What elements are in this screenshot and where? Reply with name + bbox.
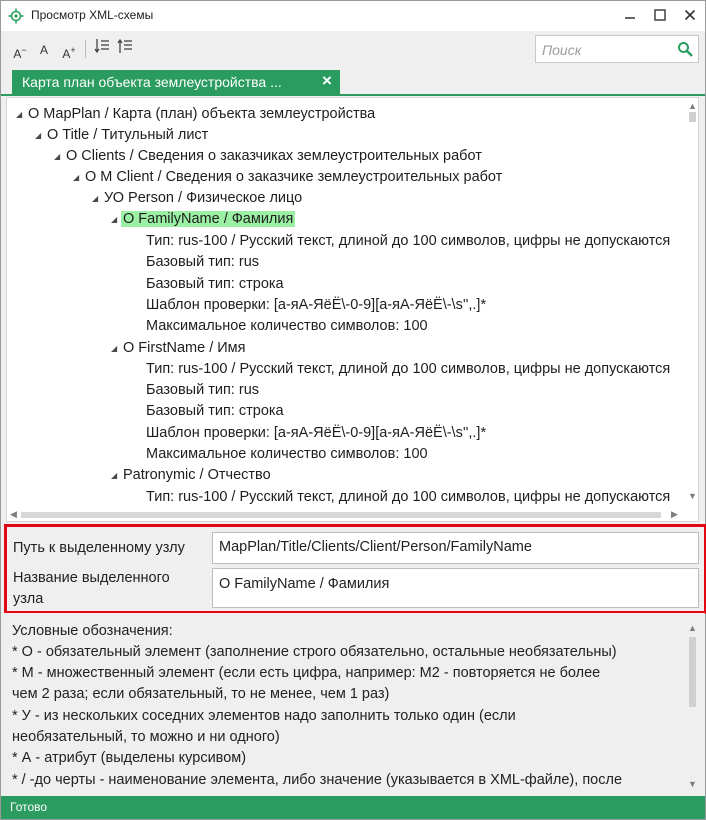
font-smaller-button[interactable] — [9, 38, 31, 60]
expanded-arrow-icon[interactable]: ◢ — [111, 215, 118, 224]
path-value: MapPlan/Title/Clients/Client/Person/FamilyName — [219, 539, 532, 555]
scroll-left-arrow-icon[interactable]: ◀ — [10, 509, 17, 519]
selected-node-details — [4, 524, 706, 614]
maximize-button[interactable] — [647, 5, 673, 27]
legend-line: * У - из нескольких соседних элементов надо заполнить только один (если — [12, 708, 516, 724]
expanded-arrow-icon[interactable]: ◢ — [73, 173, 80, 182]
scroll-right-arrow-icon[interactable]: ▶ — [671, 509, 678, 519]
expand-all-button[interactable] — [91, 38, 113, 60]
tree-property[interactable]: Максимальное количество символов: 100 — [146, 446, 428, 462]
tree-property[interactable]: Тип: rus-100 / Русский текст, длиной до 100 символов, цифры не допускаются — [146, 361, 671, 377]
path-label: Путь к выделенному узлу — [13, 540, 185, 556]
node-name-value: О FamilyName / Фамилия — [219, 576, 390, 592]
close-icon — [684, 9, 696, 21]
tree-property[interactable]: Шаблон проверки: [а-яА-ЯёЁ\-0-9][а-яА-ЯёЁ\-\s'',.]* — [146, 425, 487, 441]
tree-node[interactable]: ◢ Patronymic / Отчество — [111, 465, 273, 486]
node-name-field[interactable] — [212, 568, 699, 608]
scroll-up-arrow-icon[interactable]: ▲ — [688, 101, 697, 111]
legend-line: * О - обязательный элемент (заполнение строго обязательно, остальные необязательны) — [12, 644, 617, 660]
minimize-button[interactable] — [617, 5, 643, 27]
legend-line: * / -до черты - наименование элемента, либо значение (указывается в XML-файле), после — [12, 772, 623, 788]
tree-node[interactable]: ◢ О Title / Титульный лист — [35, 125, 210, 146]
expanded-arrow-icon[interactable]: ◢ — [16, 110, 23, 119]
legend-vertical-scrollbar[interactable] — [686, 621, 698, 791]
legend-line: чем 2 раза; если обязательный, то не менее, чем 1 раз) — [12, 686, 390, 702]
path-field[interactable] — [212, 532, 699, 564]
status-bar — [1, 796, 705, 819]
legend-line: * М - множественный элемент (если есть цифра, например: М2 - повторяется не более — [12, 665, 601, 681]
font-larger-button[interactable] — [58, 38, 80, 60]
minimize-icon — [624, 9, 636, 21]
tree-property[interactable]: Шаблон проверки: [а-яА-ЯёЁ\-0-9][а-яА-ЯёЁ\-\s'',.]* — [146, 297, 487, 313]
tree-node[interactable]: ◢ О FirstName / Имя — [111, 338, 248, 359]
font-smaller-icon: A− — [13, 45, 27, 61]
expanded-arrow-icon[interactable]: ◢ — [35, 131, 42, 140]
document-tab-strip — [1, 68, 705, 96]
scroll-down-arrow-icon[interactable]: ▼ — [688, 491, 697, 501]
tree-property[interactable]: Базовый тип: строка — [146, 276, 284, 292]
collapse-all-button[interactable] — [114, 38, 136, 60]
tree-node[interactable]: ◢ О М Client / Сведения о заказчике землеустроительных работ — [73, 167, 504, 188]
legend-line: Условные обозначения: — [12, 623, 173, 639]
tab-map-plan[interactable] — [12, 70, 340, 94]
font-larger-icon: A+ — [62, 45, 76, 61]
tab-close-icon[interactable]: × — [322, 71, 332, 90]
toolbar — [1, 32, 705, 68]
tree-property[interactable]: Тип: rus-100 / Русский текст, длиной до 100 символов, цифры не допускаются — [146, 489, 671, 505]
tab-label: Карта план объекта землеустройства ... — [22, 74, 282, 90]
legend-line: * А - атрибут (выделены курсивом) — [12, 750, 247, 766]
close-window-button[interactable] — [677, 5, 703, 27]
schema-tree[interactable] — [6, 97, 699, 522]
legend-panel[interactable] — [1, 613, 705, 794]
tree-node[interactable]: ◢ УО Person / Физическое лицо — [92, 188, 304, 209]
schema-app-icon — [8, 8, 24, 24]
status-text: Готово — [10, 800, 48, 814]
window-title: Просмотр XML-схемы — [31, 8, 154, 22]
tree-node[interactable]: ◢ О Clients / Сведения о заказчиках землеустроительных работ — [54, 146, 484, 167]
tree-hscroll-thumb[interactable] — [21, 512, 661, 518]
maximize-icon — [654, 9, 666, 21]
legend-scroll-thumb[interactable] — [689, 637, 696, 707]
tree-node[interactable]: ◢ О MapPlan / Карта (план) объекта землеустройства — [16, 104, 377, 125]
search-icon[interactable] — [677, 41, 693, 57]
tree-scroll-thumb[interactable] — [689, 112, 696, 122]
title-bar — [1, 1, 705, 31]
legend-line: необязательный, то можно и ни одного) — [12, 729, 280, 745]
expanded-arrow-icon[interactable]: ◢ — [111, 344, 118, 353]
tree-property[interactable]: Базовый тип: строка — [146, 403, 284, 419]
search-placeholder: Поиск — [542, 42, 582, 58]
font-normal-button[interactable] — [33, 38, 55, 60]
search-field[interactable] — [535, 35, 699, 63]
tree-property[interactable]: Максимальное количество символов: 100 — [146, 318, 428, 334]
scroll-up-arrow-icon[interactable]: ▲ — [688, 623, 697, 633]
tree-property[interactable]: Базовый тип: rus — [146, 254, 260, 270]
toolbar-separator — [85, 40, 86, 58]
tree-horizontal-scrollbar[interactable] — [7, 508, 687, 521]
font-normal-icon: A — [39, 43, 48, 57]
expanded-arrow-icon[interactable]: ◢ — [92, 194, 99, 203]
expanded-arrow-icon[interactable]: ◢ — [111, 471, 118, 480]
tree-node-selected[interactable]: ◢ О FamilyName / Фамилия — [111, 209, 295, 230]
node-name-label-line2: узла — [13, 591, 44, 607]
tree-property[interactable]: Тип: rus-100 / Русский текст, длиной до 100 символов, цифры не допускаются — [146, 233, 671, 249]
expand-all-icon — [94, 38, 110, 54]
node-name-label-line1: Название выделенного — [13, 570, 170, 586]
scroll-down-arrow-icon[interactable]: ▼ — [688, 779, 697, 789]
collapse-all-icon — [117, 38, 133, 54]
tree-vertical-scrollbar[interactable] — [687, 98, 699, 508]
tree-property[interactable]: Базовый тип: rus — [146, 382, 260, 398]
expanded-arrow-icon[interactable]: ◢ — [54, 152, 61, 161]
